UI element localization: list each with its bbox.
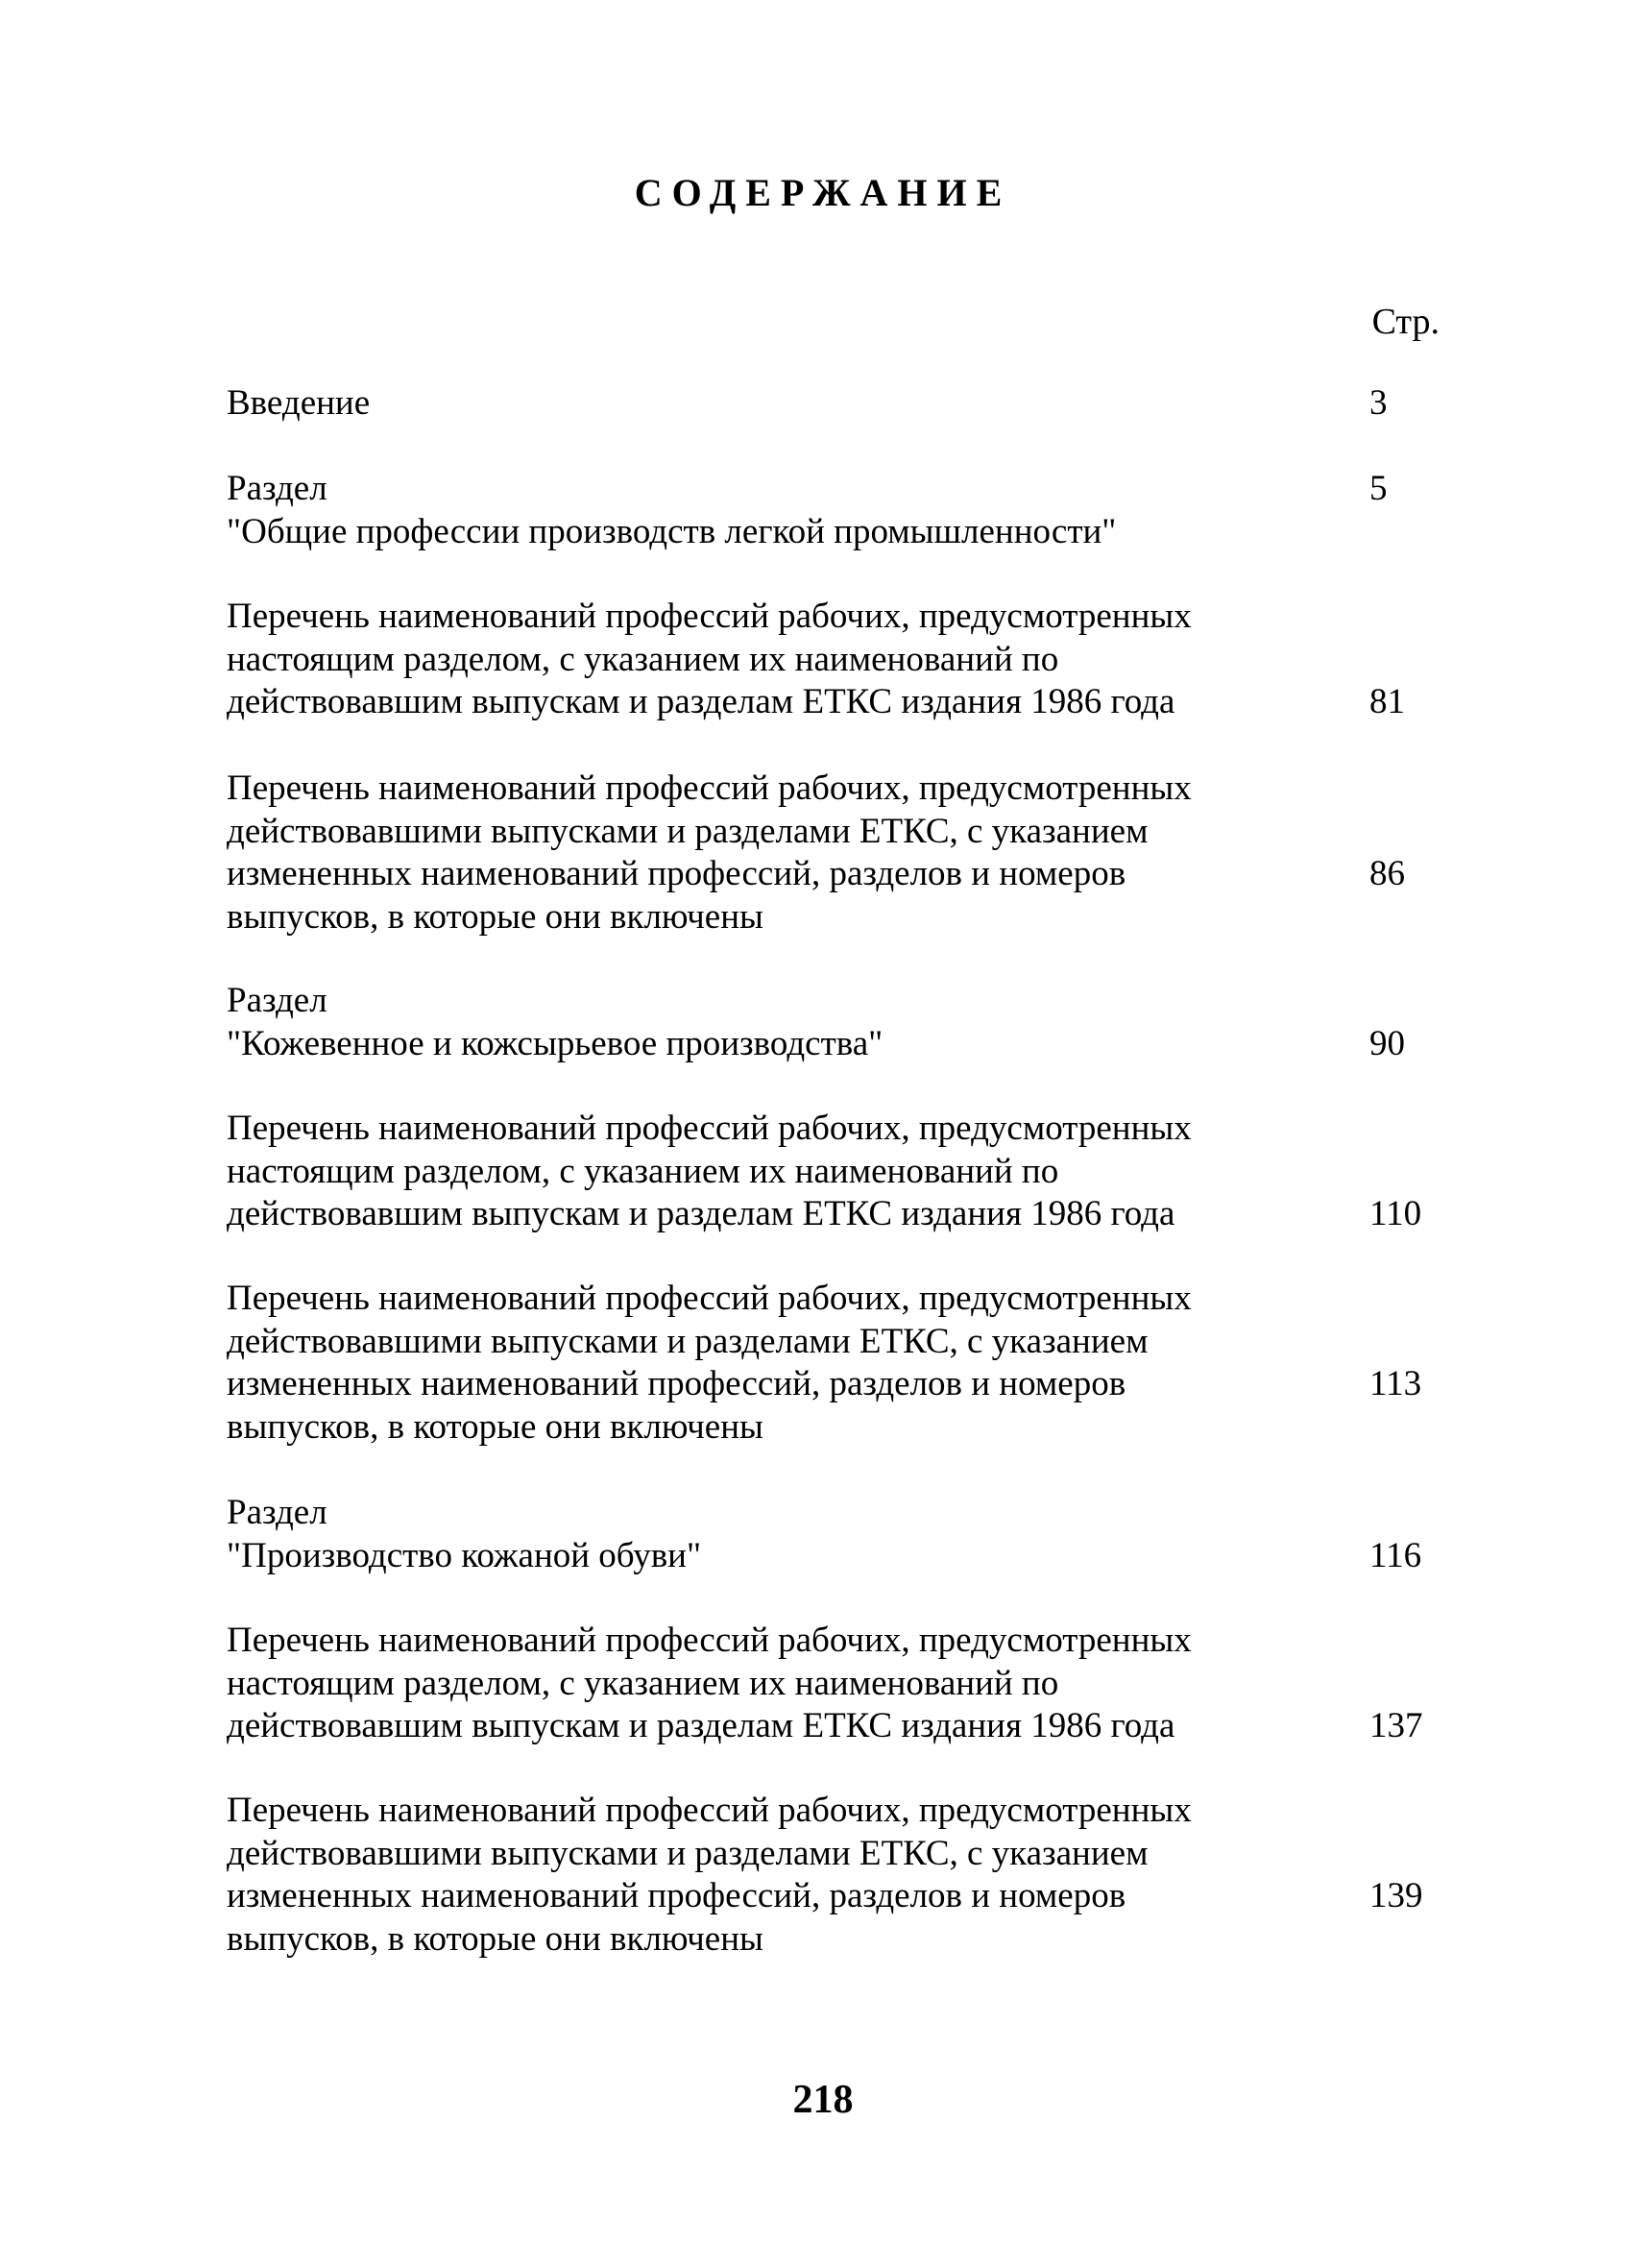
toc-line: измененных наименований профессий, разделов и номеров <box>227 1876 1126 1916</box>
toc-line: Раздел <box>227 1493 327 1532</box>
toc-line: выпусков, в которые они включены <box>227 1407 763 1448</box>
toc-page-number: 139 <box>1369 1876 1423 1915</box>
toc-line: действовавшими выпусками и разделами ЕТКС, с указанием <box>227 811 1149 851</box>
toc-line: Введение <box>227 383 371 423</box>
toc-line: измененных наименований профессий, разделов и номеров <box>227 1364 1126 1404</box>
toc-entry-text <box>227 1278 1350 1450</box>
toc-line: "Общие профессии производств легкой промышленности" <box>227 511 1117 551</box>
toc-line: действовавшими выпусками и разделами ЕТКС, с указанием <box>227 1321 1149 1361</box>
toc-line: настоящим разделом, с указанием их наименований по <box>227 639 1059 679</box>
toc-page-number: 110 <box>1369 1194 1422 1233</box>
toc-line: Раздел <box>227 981 327 1020</box>
toc-entry-text <box>227 596 1350 724</box>
toc-entry-text <box>227 1108 1350 1236</box>
toc-line: "Производство кожаной обуви" <box>227 1535 702 1575</box>
toc-line: действовавшим выпускам и разделам ЕТКС издания 1986 года <box>227 1194 1175 1234</box>
toc-line: настоящим разделом, с указанием их наименований по <box>227 1151 1059 1191</box>
toc-page-number: 3 <box>1369 383 1388 423</box>
toc-entry-text <box>227 1620 1350 1748</box>
toc-entry-text <box>227 468 1350 553</box>
toc-line: измененных наименований профессий, разделов и номеров <box>227 854 1126 894</box>
toc-line: Перечень наименований профессий рабочих, предусмотренных <box>227 768 1192 808</box>
footer-page-number: 218 <box>792 2078 854 2122</box>
toc-line: Раздел <box>227 469 327 508</box>
toc-page-number: 86 <box>1369 854 1405 893</box>
toc-line: Перечень наименований профессий рабочих, предусмотренных <box>227 1791 1192 1830</box>
toc-page-number: 137 <box>1369 1706 1423 1745</box>
toc-entry-text <box>227 382 1350 426</box>
toc-line: Перечень наименований профессий рабочих, предусмотренных <box>227 1621 1192 1660</box>
toc-page-number: 113 <box>1369 1364 1422 1403</box>
toc-entry-text <box>227 768 1350 939</box>
toc-line: действовавшими выпусками и разделами ЕТКС, с указанием <box>227 1833 1149 1873</box>
toc-entry-text <box>227 980 1350 1065</box>
toc-line: действовавшим выпускам и разделам ЕТКС издания 1986 года <box>227 1706 1175 1746</box>
toc-line: Перечень наименований профессий рабочих, предусмотренных <box>227 1279 1192 1318</box>
toc-page-number: 81 <box>1369 682 1405 721</box>
toc-line: выпусков, в которые они включены <box>227 1919 763 1960</box>
toc-entry-text <box>227 1790 1350 1962</box>
toc-entry-text <box>227 1492 1350 1577</box>
page-title: СОДЕРЖАНИЕ <box>634 171 1012 214</box>
toc-line: "Кожевенное и кожсырьевое производства" <box>227 1023 884 1063</box>
toc-line: действовавшим выпускам и разделам ЕТКС издания 1986 года <box>227 682 1175 722</box>
toc-line: Перечень наименований профессий рабочих, предусмотренных <box>227 1109 1192 1148</box>
toc-page-number: 90 <box>1369 1024 1405 1063</box>
toc-line: Перечень наименований профессий рабочих, предусмотренных <box>227 597 1192 636</box>
toc-page-number: 5 <box>1369 469 1388 508</box>
toc-line: настоящим разделом, с указанием их наименований по <box>227 1663 1059 1703</box>
toc-line: выпусков, в которые они включены <box>227 897 763 938</box>
toc-page-number: 116 <box>1369 1536 1422 1575</box>
page-column-label: Стр. <box>1371 302 1440 342</box>
